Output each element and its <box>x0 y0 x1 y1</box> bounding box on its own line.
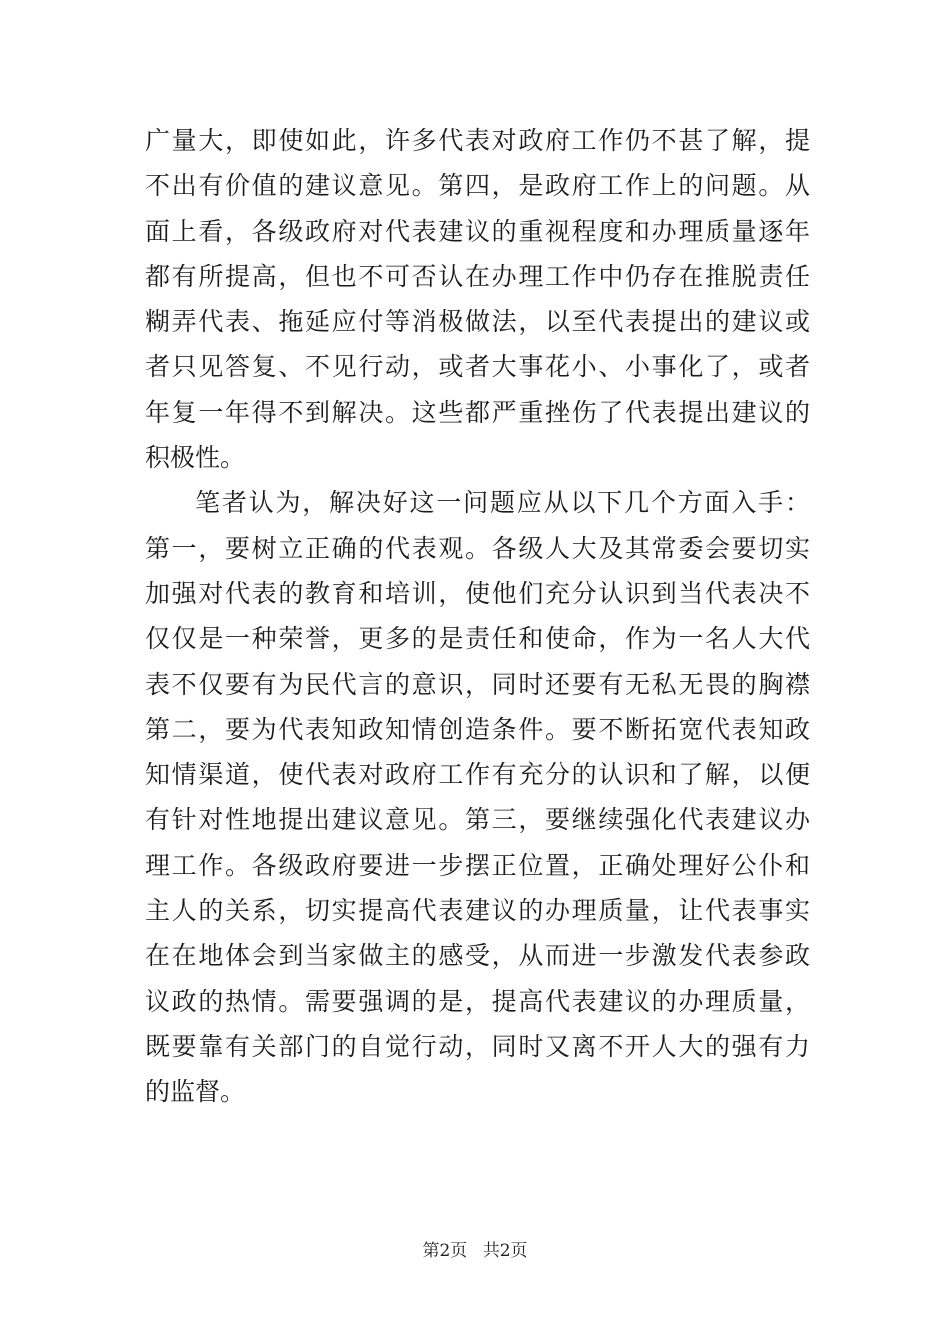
text-line: 都有所提高，但也不可否认在办理工作中仍存在推脱责任 <box>145 261 810 291</box>
text-line: 第一，要树立正确的代表观。各级人大及其常委会要切实 <box>145 533 810 563</box>
text-line: 的监督。 <box>145 1077 246 1107</box>
text-line: 第二，要为代表知政知情创造条件。要不断拓宽代表知政 <box>145 714 810 744</box>
text-line: 加强对代表的教育和培训，使他们充分认识到当代表决不 <box>145 578 810 608</box>
text-line-indented: 笔者认为，解决好这一问题应从以下几个方面入手： <box>195 488 810 518</box>
text-line: 积极性。 <box>145 443 246 473</box>
text-line: 者只见答复、不见行动，或者大事花小、小事化了，或者 <box>145 352 810 382</box>
text-line: 仅仅是一种荣誉，更多的是责任和使命，作为一名人大代 <box>145 624 810 654</box>
text-line: 主人的关系，切实提高代表建议的办理质量，让代表事实 <box>145 896 810 926</box>
page-number: 第2页 <box>422 1241 468 1261</box>
text-line: 不出有价值的建议意见。第四，是政府工作上的问题。从 <box>145 171 810 201</box>
text-line: 年复一年得不到解决。这些都严重挫伤了代表提出建议的 <box>145 397 810 427</box>
text-line: 在在地体会到当家做主的感受，从而进一步激发代表参政 <box>145 941 810 971</box>
text-line: 有针对性地提出建议意见。第三，要继续强化代表建议办 <box>145 805 810 835</box>
text-line: 广量大，即使如此，许多代表对政府工作仍不甚了解，提 <box>145 126 810 155</box>
page-footer <box>0 1240 950 1262</box>
page-total: 共2页 <box>482 1241 528 1261</box>
text-line: 知情渠道，使代表对政府工作有充分的认识和了解，以便 <box>145 760 810 790</box>
text-line: 理工作。各级政府要进一步摆正位置，正确处理好公仆和 <box>145 850 810 880</box>
body-text <box>145 118 810 1115</box>
text-line: 既要靠有关部门的自觉行动，同时又离不开人大的强有力 <box>145 1031 810 1061</box>
text-line: 面上看，各级政府对代表建议的重视程度和办理质量逐年 <box>145 216 810 246</box>
text-line: 表不仅要有为民代言的意识，同时还要有无私无畏的胸襟 <box>145 669 810 699</box>
text-line: 议政的热情。需要强调的是，提高代表建议的办理质量， <box>145 986 810 1016</box>
text-line: 糊弄代表、拖延应付等消极做法，以至代表提出的建议或 <box>145 307 810 337</box>
